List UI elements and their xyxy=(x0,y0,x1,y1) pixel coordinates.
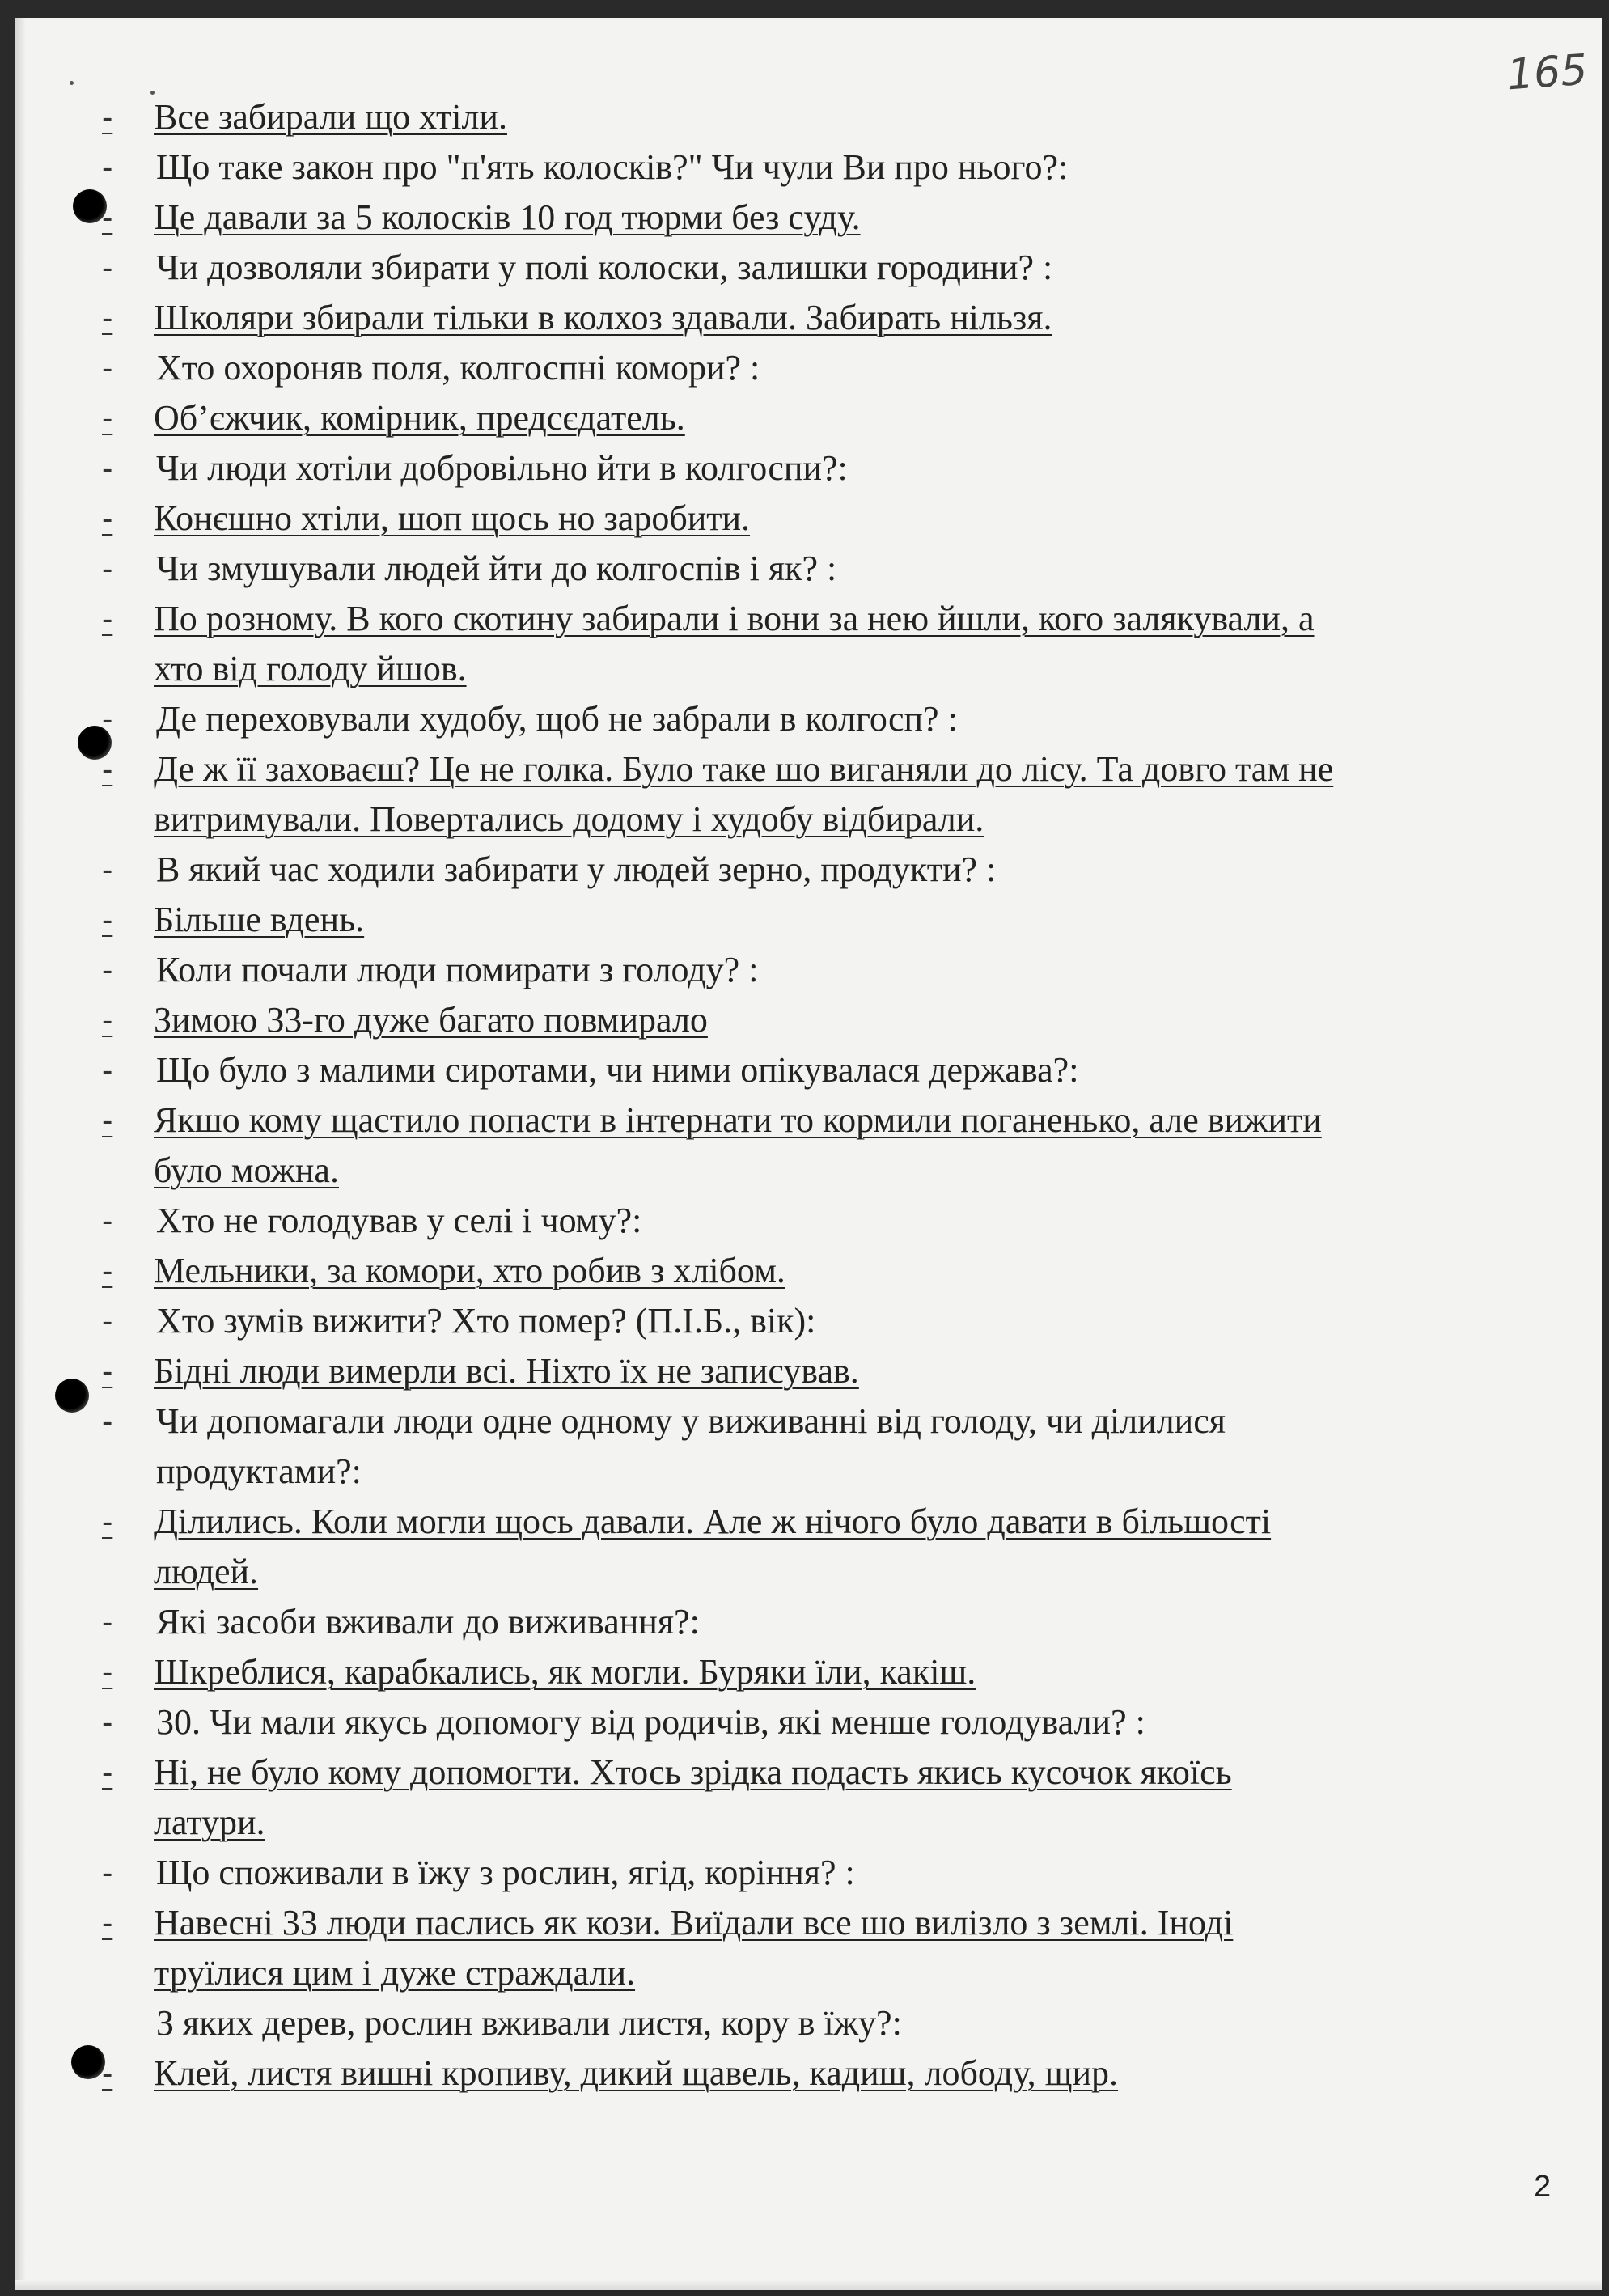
list-dash: - xyxy=(102,1002,113,1038)
line-text: Ні, не було кому допомогти. Хтось зрідка подасть якись кусочок якоїсь xyxy=(154,1752,1232,1792)
answer-line xyxy=(15,1647,1602,1697)
list-dash: - xyxy=(102,752,113,787)
line-text: латури. xyxy=(154,1802,265,1842)
document-page xyxy=(15,18,1602,2290)
list-dash: - xyxy=(102,1404,113,1439)
answer-continuation-line xyxy=(15,794,1602,845)
list-dash: - xyxy=(102,1053,113,1088)
question-line xyxy=(15,1848,1602,1898)
answer-line xyxy=(15,744,1602,794)
line-text: Що споживали в їжу з рослин, ягід, коріння? : xyxy=(156,1853,855,1892)
line-text: було можна. xyxy=(154,1150,339,1190)
line-text: Чи люди хотіли добровільно йти в колгоспи?: xyxy=(156,448,848,488)
line-text: Більше вдень. xyxy=(154,900,365,939)
question-line xyxy=(15,694,1602,744)
stray-mark xyxy=(70,81,74,85)
interview-text xyxy=(15,92,1602,2099)
line-text: Бідні люди вимерли всі. Ніхто їх не записував. xyxy=(154,1351,859,1391)
line-text: Конєшно хтіли, шоп щось но заробити. xyxy=(154,498,751,538)
answer-continuation-line xyxy=(15,1547,1602,1597)
answer-continuation-line xyxy=(15,644,1602,694)
list-dash: - xyxy=(102,200,113,235)
answer-line xyxy=(15,393,1602,443)
handwritten-page-number: 165 xyxy=(1505,45,1590,100)
answer-line xyxy=(15,494,1602,544)
line-text: продуктами?: xyxy=(156,1451,362,1491)
line-text: 30. Чи мали якусь допомогу від родичів, які менше голодували? : xyxy=(156,1702,1145,1742)
answer-continuation-line xyxy=(15,1798,1602,1848)
line-text: Хто зумів вижити? Хто помер? (П.І.Б., вік): xyxy=(156,1301,816,1341)
line-text: Чи допомагали люди одне одному у виживанні від голоду, чи ділилися xyxy=(156,1401,1226,1441)
question-line xyxy=(15,1998,1602,2048)
answer-line xyxy=(15,1497,1602,1547)
line-text: Чи змушували людей йти до колгоспів і як? : xyxy=(156,549,837,588)
question-line xyxy=(15,945,1602,995)
question-line xyxy=(15,1045,1602,1095)
line-text: Шкреблися, карабкались, як могли. Буряки їли, какіш. xyxy=(154,1652,976,1692)
list-dash: - xyxy=(102,1755,113,1790)
question-line xyxy=(15,1447,1602,1497)
line-text: Що таке закон про "п'ять колосків?" Чи чули Ви про нього?: xyxy=(156,147,1069,187)
list-dash: - xyxy=(102,1303,113,1339)
question-line xyxy=(15,1296,1602,1346)
line-text: витримували. Повертались додому і худобу відбирали. xyxy=(154,799,984,839)
list-dash: - xyxy=(102,852,113,887)
question-line xyxy=(15,343,1602,393)
line-text: В який час ходили забирати у людей зерно, продукти? : xyxy=(156,849,997,889)
line-text: Все забирали що хтіли. xyxy=(154,97,507,137)
line-text: Чи дозволяли збирати у полі колоски, залишки городини? : xyxy=(156,248,1053,287)
question-line xyxy=(15,142,1602,193)
list-dash: - xyxy=(102,1253,113,1289)
line-text: Хто не голодував у селі і чому?: xyxy=(156,1201,642,1240)
line-text: Де ж її заховаєш? Це не голка. Було таке шо виганяли до лісу. Та довго там не xyxy=(154,749,1334,789)
list-dash: - xyxy=(102,551,113,587)
list-dash: - xyxy=(102,1353,113,1389)
list-dash: - xyxy=(102,1855,113,1891)
list-dash: - xyxy=(102,1504,113,1540)
line-text: Школяри збирали тільки в колхоз здавали. Забирать нільзя. xyxy=(154,298,1052,337)
line-text: Ділились. Коли могли щось давали. Але ж нічого було давати в більшості xyxy=(154,1502,1272,1541)
list-dash: - xyxy=(102,701,113,737)
list-dash: - xyxy=(102,451,113,486)
question-line xyxy=(15,443,1602,494)
line-text: По розному. В кого скотину забирали і вони за нею йшли, кого залякували, а xyxy=(154,599,1315,638)
line-text: людей. xyxy=(154,1552,259,1591)
page-number: 2 xyxy=(1534,2170,1552,2204)
list-dash: - xyxy=(102,1103,113,1138)
line-text: Клей, листя вишні кропиву, дикий щавель, кадиш, лободу, щир. xyxy=(154,2053,1119,2093)
list-dash: - xyxy=(102,1905,113,1941)
list-dash: - xyxy=(102,300,113,336)
answer-line xyxy=(15,92,1602,142)
line-text: Це давали за 5 колосків 10 год тюрми без суду. xyxy=(154,197,861,237)
answer-continuation-line xyxy=(15,1948,1602,1998)
list-dash: - xyxy=(102,902,113,938)
list-dash: - xyxy=(102,501,113,536)
line-text: хто від голоду йшов. xyxy=(154,649,467,688)
question-line xyxy=(15,845,1602,895)
list-dash: - xyxy=(102,1203,113,1239)
page-edge-shadow-bottom xyxy=(15,2280,1602,2290)
line-text: Мельники, за комори, хто робив з хлібом. xyxy=(154,1251,785,1290)
line-text: Навесні 33 люди паслись як кози. Виїдали все шо вилізло з землі. Іноді xyxy=(154,1903,1234,1942)
line-text: Де переховували худобу, щоб не забрали в колгосп? : xyxy=(156,699,958,739)
answer-continuation-line xyxy=(15,1146,1602,1196)
question-line xyxy=(15,1597,1602,1647)
answer-line xyxy=(15,293,1602,343)
question-line xyxy=(15,1396,1602,1447)
answer-line xyxy=(15,2048,1602,2099)
line-text: Об’єжчик, комірник, предсєдатель. xyxy=(154,398,685,438)
list-dash: - xyxy=(102,1604,113,1640)
list-dash: - xyxy=(102,1654,113,1690)
answer-line xyxy=(15,1346,1602,1396)
line-text: Коли почали люди помирати з голоду? : xyxy=(156,950,759,989)
answer-line xyxy=(15,1095,1602,1146)
line-text: Які засоби вживали до виживання?: xyxy=(156,1602,700,1642)
list-dash: - xyxy=(102,952,113,988)
question-line xyxy=(15,1196,1602,1246)
question-line xyxy=(15,1697,1602,1747)
line-text: Хто охороняв поля, колгоспні комори? : xyxy=(156,348,760,388)
answer-line xyxy=(15,1246,1602,1296)
line-text: Якшо кому щастило попасти в інтернати то кормили поганенько, але вижити xyxy=(154,1100,1322,1140)
answer-line xyxy=(15,895,1602,945)
answer-line xyxy=(15,1747,1602,1798)
list-dash: - xyxy=(102,400,113,436)
answer-line xyxy=(15,1898,1602,1948)
line-text: Зимою 33-го дуже багато повмирало xyxy=(154,1000,708,1040)
list-dash: - xyxy=(102,2056,113,2091)
list-dash: - xyxy=(102,601,113,637)
line-text: труїлися цим і дуже страждали. xyxy=(154,1953,636,1993)
answer-line xyxy=(15,995,1602,1045)
list-dash: - xyxy=(102,100,113,135)
question-line xyxy=(15,243,1602,293)
list-dash: - xyxy=(102,150,113,185)
line-text: Що було з малими сиротами, чи ними опікувалася держава?: xyxy=(156,1050,1079,1090)
list-dash: - xyxy=(102,350,113,386)
list-dash: - xyxy=(102,1705,113,1740)
answer-line xyxy=(15,193,1602,243)
question-line xyxy=(15,544,1602,594)
answer-line xyxy=(15,594,1602,644)
list-dash: - xyxy=(102,250,113,286)
line-text: З яких дерев, рослин вживали листя, кору в їжу?: xyxy=(156,2003,902,2043)
